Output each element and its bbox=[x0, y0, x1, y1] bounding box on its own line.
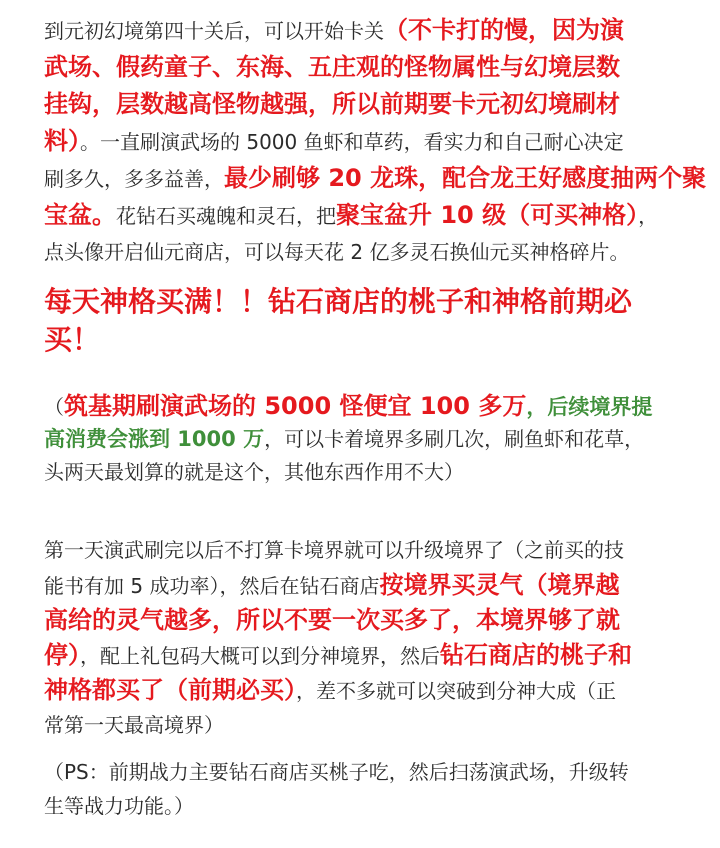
highlight-span: 宝盆。 bbox=[44, 201, 116, 229]
text-span: 点头像开启仙元商店，可以每天花 2 亿多灵石换仙元买神格碎片。 bbox=[44, 240, 630, 264]
highlight-span: 筑基期刷演武场的 5000 怪便宜 100 多万 bbox=[64, 392, 527, 420]
paragraph-first-day bbox=[44, 533, 684, 743]
text-span: 。一直刷演武场的 5000 鱼虾和草药，看实力和自己耐心决定 bbox=[80, 130, 624, 154]
paragraph-ps bbox=[44, 755, 684, 823]
highlight-span: 每天神格买满！！钻石商店的桃子和神格前期必 bbox=[44, 285, 633, 318]
highlight-span: 高消费会涨到 1000 万 bbox=[44, 427, 265, 451]
text-span: （PS：前期战力主要钻石商店买桃子吃，然后扫荡演武场，升级转 bbox=[44, 760, 629, 784]
highlight-span: 最少刷够 20 龙珠，配合龙王好感度抽两个聚 bbox=[224, 164, 707, 192]
text-span: ，可以卡着境界多刷几次，刷鱼虾和花草， bbox=[264, 427, 645, 451]
highlight-span: （不卡打的慢，因为演 bbox=[384, 16, 624, 44]
highlight-span: 停） bbox=[44, 641, 80, 669]
text-span: 头两天最划算的就是这个，其他东西作用不大） bbox=[44, 460, 464, 484]
highlight-span: 挂钩，层数越高怪物越强，所以前期要卡元初幻境刷材 bbox=[44, 90, 620, 118]
text-line bbox=[44, 755, 684, 789]
text-line bbox=[44, 283, 684, 321]
text-line bbox=[44, 234, 684, 271]
text-span: 能书有加 5 成功率），然后在钻石商店 bbox=[44, 574, 380, 598]
text-span: ，配上礼包码大概可以到分神境界，然后 bbox=[80, 644, 440, 668]
highlight-span: 按境界买灵气（境界越 bbox=[379, 571, 620, 599]
text-span: 常第一天最高境界） bbox=[44, 713, 224, 737]
paragraph-note-cost bbox=[44, 390, 684, 489]
text-line bbox=[44, 789, 684, 823]
paragraph-highlight bbox=[44, 283, 684, 359]
text-line bbox=[44, 86, 684, 123]
text-span: 花钻石买魂魄和灵石，把 bbox=[116, 204, 336, 228]
text-line bbox=[44, 708, 684, 743]
text-span: （ bbox=[44, 395, 64, 419]
text-line bbox=[44, 12, 684, 49]
text-span: 到元初幻境第四十关后，可以开始卡关 bbox=[44, 19, 384, 43]
highlight-span: 买！ bbox=[44, 323, 101, 356]
paragraph-intro bbox=[44, 12, 707, 271]
highlight-span: 神格都买了（前期必买） bbox=[44, 676, 296, 704]
text-span: 刷多久，多多益善， bbox=[44, 167, 224, 191]
text-line bbox=[44, 123, 684, 160]
text-line bbox=[44, 390, 684, 423]
text-line bbox=[44, 568, 684, 603]
text-line bbox=[44, 603, 684, 638]
highlight-span: ，后续境界提 bbox=[526, 395, 653, 419]
text-span: ，差不多就可以突破到分神大成（正 bbox=[296, 679, 616, 703]
highlight-span: 料） bbox=[44, 127, 80, 155]
text-line bbox=[44, 321, 684, 359]
text-span: 生等战力功能。） bbox=[44, 794, 194, 818]
highlight-span: 武场、假药童子、东海、五庄观的怪物属性与幻境层数 bbox=[44, 53, 620, 81]
text-line bbox=[44, 49, 684, 86]
text-line bbox=[44, 456, 684, 489]
text-line bbox=[44, 533, 684, 568]
highlight-span: 钻石商店的桃子和 bbox=[440, 641, 632, 669]
text-line bbox=[44, 673, 684, 708]
text-line bbox=[44, 197, 684, 234]
text-span: 第一天演武刷完以后不打算卡境界就可以升级境界了（之前买的技 bbox=[44, 538, 624, 562]
text-line bbox=[44, 638, 684, 673]
highlight-span: 聚宝盆升 10 级（可买神格） bbox=[336, 201, 639, 229]
text-line bbox=[44, 160, 707, 197]
text-span: ， bbox=[638, 204, 659, 228]
highlight-span: 高给的灵气越多，所以不要一次买多了，本境界够了就 bbox=[44, 606, 620, 634]
text-line bbox=[44, 423, 684, 456]
